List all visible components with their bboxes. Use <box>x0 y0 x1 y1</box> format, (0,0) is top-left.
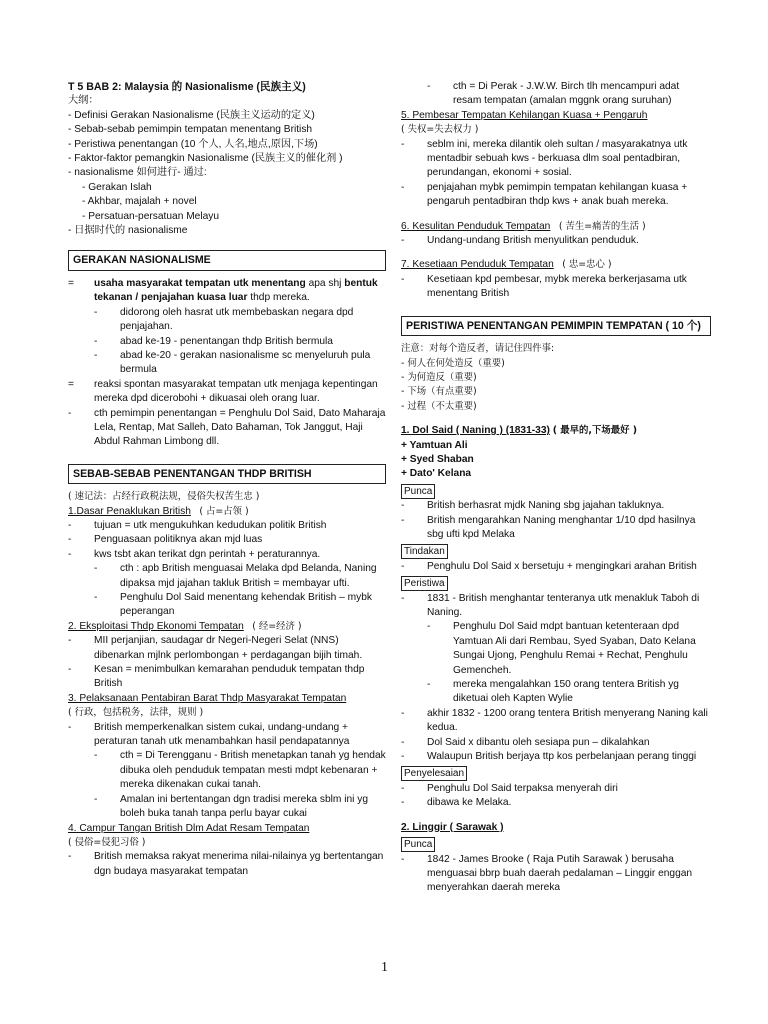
subsection-note: ( 侵俗=侵犯习俗 ) <box>68 836 146 848</box>
definition-rest: apa shj <box>305 277 342 289</box>
note-item: - 何人在何处造反（重要) <box>401 357 505 369</box>
subsection-note: ( 行政，包括税务，法律，规则 ) <box>68 707 204 719</box>
outline-list <box>68 109 386 239</box>
definition-row <box>68 277 386 306</box>
bullet: - 1842 - James Brooke ( Raja Putih Sarawak ) berusaha menguasai bbrp buah daerah pedalaman – Linggir enggan menyerahkan daerah mereka <box>401 853 693 894</box>
label-punca: Punca <box>401 484 435 499</box>
subsection-title: 2. Eksploitasi Thdp Ekonomi Tempatan ( 经=经济 ) <box>68 620 302 632</box>
bullet: - penjajahan mybk pemimpin tempatan kehilangan kuasa + pengaruh pentadbiran thdp kws + anak buah mereka. <box>401 181 688 208</box>
note-item: - 为何造反（重要) <box>401 371 477 383</box>
sub-bullet: - cth : apb British menguasai Melaka dpd Belanda, Naning dipaksa mjd jajahan takluk British = membayar ufti. <box>94 563 377 589</box>
section-heading-gerakan: GERAKAN NASIONALISME <box>68 250 386 270</box>
sub-bullet: - cth = Di Perak - J.W.W. Birch tlh mencampuri adat resam tempatan (amalan mggnk orang suruhan) <box>427 81 680 107</box>
bullet-mark: = <box>68 277 74 289</box>
bullet: - Penghulu Dol Said x bersetuju + mengingkari arahan British <box>401 560 697 572</box>
bullet: - British berhasrat mjdk Naning sbg jajahan takluknya. <box>401 500 665 512</box>
section-heading-sebab: SEBAB-SEBAB PENENTANGAN THDP BRITISH <box>68 464 386 484</box>
ally-item: + Dato' Kelana <box>401 468 472 480</box>
bullet: - seblm ini, mereka dilantik oleh sultan / masyarakatnya utk mentadbir sebuah kws - berkuasa dlm soal pentadbiran, perundangan, ekonomi + sosial. <box>401 138 688 179</box>
subsection-title: 3. Pelaksanaan Pentabiran Barat Thdp Masyarakat Tempatan <box>68 692 347 704</box>
outline-item: - nasionalisme 如何进行- 通过: <box>68 167 207 179</box>
ally-item: + Syed Shaban <box>401 453 474 465</box>
bullet: - tujuan = utk mengukuhkan kedudukan politik British <box>68 519 327 531</box>
label-punca: Punca <box>401 837 435 852</box>
definition-row: = reaksi spontan masyarakat tempatan utk menjaga kepentingan mereka dpd dicerobohi + dikuasai oleh orang luar. <box>68 378 378 405</box>
sub-bullet: - Amalan ini bertentangan dgn tradisi mereka sblm ini yg boleh buka tanah tanpa perlu bayar cukai <box>94 793 369 820</box>
bullet: - dibawa ke Melaka. <box>401 797 512 809</box>
subsection-title: 7. Kesetiaan Penduduk Tempatan ( 忠=忠心 ) <box>401 259 612 271</box>
subsection-title: 5. Pembesar Tempatan Kehilangan Kuasa + Pengaruh <box>401 109 648 121</box>
bullet: - British mengarahkan Naning menghantar 1/10 dpd hasilnya sbg ufti kpd Melaka <box>401 514 696 540</box>
subsection-title: 1.Dasar Penaklukan British ( 占=占领 ) <box>68 505 249 517</box>
bullet: - Penghulu Dol Said terpaksa menyerah diri <box>401 782 618 794</box>
bullet: - 1831 - British menghantar tenteranya utk menakluk Taboh di Naning. <box>401 592 700 618</box>
bullet: - Undang-undang British menyulitkan penduduk. <box>401 235 639 247</box>
bullet: - MII perjanjian, saudagar dr Negeri-Negeri Selat (NNS) dibenarkan mjlnk perlombongan + perdagangan bijih timah. <box>68 635 363 661</box>
label-tindakan: Tindakan <box>401 544 448 559</box>
note-item: - 过程（不太重要) <box>401 400 477 412</box>
sub-bullet: - abad ke-19 - penentangan thdp British bermula <box>94 335 333 347</box>
event-title: 1. Dol Said ( Naning ) (1831-33) ( 最早的,下场最好 ) <box>401 425 638 437</box>
outline-subitem: - Akhbar, majalah + novel <box>82 196 197 208</box>
outline-item: - Definisi Gerakan Nasionalisme (民族主义运动的定义) <box>68 109 315 121</box>
section-heading-peristiwa: PERISTIWA PENENTANGAN PEMIMPIN TEMPATAN ( 10 个) <box>401 316 711 336</box>
outline-subitem: - Gerakan Islah <box>82 181 152 193</box>
subsection-title: 6. Kesulitan Penduduk Tempatan ( 苦生=痛苦的生活 ) <box>401 220 646 232</box>
note-item: - 下场（有点重要) <box>401 386 477 398</box>
definition-rest: thdp mereka. <box>247 292 310 304</box>
subsection-note: ( 失权=失去权力 ) <box>401 124 479 136</box>
sub-bullet: - Penghulu Dol Said mdpt bantuan ketenteraan dpd Yamtuan Ali dari Rembau, Syed Syaban, Dato Kelana Sungai Ujong, Penghulu Remai + Rechat, Penghulu Gemencheh. <box>427 621 696 676</box>
definition-bold: usaha masyarakat tempatan utk menentang <box>94 277 306 289</box>
bullet: - Penguasaan politiknya akan mjd luas <box>68 534 263 546</box>
bullet: - akhir 1832 - 1200 orang tentera British menyerang Naning kali kedua. <box>401 707 708 734</box>
bullet: - kws tsbt akan terikat dgn perintah + peraturannya. <box>68 548 321 560</box>
sub-bullet: - mereka mengalahkan 150 orang tentera British yg diketuai oleh Kapten Wylie <box>427 679 679 705</box>
page-number: 1 <box>381 960 388 975</box>
subsection-title: 4. Campur Tangan British Dlm Adat Resam Tempatan <box>68 822 310 834</box>
outline-label: 大纲： <box>68 95 99 107</box>
outline-item: - Faktor-faktor pemangkin Nasionalisme (民族主义的催化剂 ) <box>68 153 343 165</box>
label-penyelesaian: Penyelesaian <box>401 766 467 781</box>
sub-bullet: - Penghulu Dol Said menentang kehendak British – mybk peperangan <box>94 592 373 618</box>
doc-title: T 5 BAB 2: Malaysia 的 Nasionalisme (民族主义) <box>68 81 306 93</box>
bullet: - Kesetiaan kpd pembesar, mybk mereka berkerjasama utk menentang British <box>401 273 687 300</box>
outline-subitem: - Persatuan-persatuan Melayu <box>82 210 220 222</box>
outline-item: - Sebab-sebab pemimpin tempatan menentang British <box>68 124 313 136</box>
event-title: 2. Linggir ( Sarawak ) <box>401 821 504 833</box>
right-column <box>401 80 709 896</box>
bullet: - British memperkenalkan sistem cukai, undang-undang + peraturan tanah utk menambahkan hasil pendapatannya <box>68 721 350 748</box>
definition-row: - cth pemimpin penentangan = Penghulu Dol Said, Dato Maharaja Lela, Rentap, Mat Salleh, Dato Bahaman, Tok Janggut, Haji Abdul Rahman Limbong dll. <box>68 407 386 448</box>
ally-item: + Yamtuan Ali <box>401 439 468 451</box>
notes-title: 注意：对每个造反者，请记住四件事: <box>401 343 555 355</box>
sub-bullet: - didorong oleh hasrat utk membebaskan negara dpd penjajahan. <box>94 306 354 333</box>
definition-bold: bentuk tekanan / penjajahan kuasa luar <box>94 277 378 304</box>
sub-bullet: - abad ke-20 - gerakan nasionalisme sc menyeluruh pula bermula <box>94 349 371 376</box>
outline-item: - Peristiwa penentangan (10 个人, 人名,地点,原因,下场) <box>68 138 318 150</box>
left-column <box>68 80 386 879</box>
sub-bullet: - cth = Di Terengganu - British menetapkan tanah yg hendak dibuka oleh penduduk tempatan mesti mdpt kebenaran + mereka dikenakan cukai tanah. <box>94 750 386 791</box>
bullet: - British memaksa rakyat menerima nilai-nilainya yg bertentangan dgn budaya masyarakat tempatan <box>68 851 384 877</box>
mnemonic-note: ( 速记法：占经行政税法规，侵俗失权苦生忠 ) <box>68 491 260 503</box>
bullet: - Kesan = menimbulkan kemarahan penduduk tempatan thdp British <box>68 664 365 690</box>
outline-item: - 日据时代的 nasionalisme <box>68 225 188 237</box>
bullet: - Walaupun British berjaya ttp kos perbelanjaan perang tinggi <box>401 751 697 763</box>
bullet: - Dol Said x dibantu oleh sesiapa pun – dikalahkan <box>401 736 650 748</box>
definition-text <box>94 277 386 306</box>
label-peristiwa: Peristiwa <box>401 576 448 591</box>
